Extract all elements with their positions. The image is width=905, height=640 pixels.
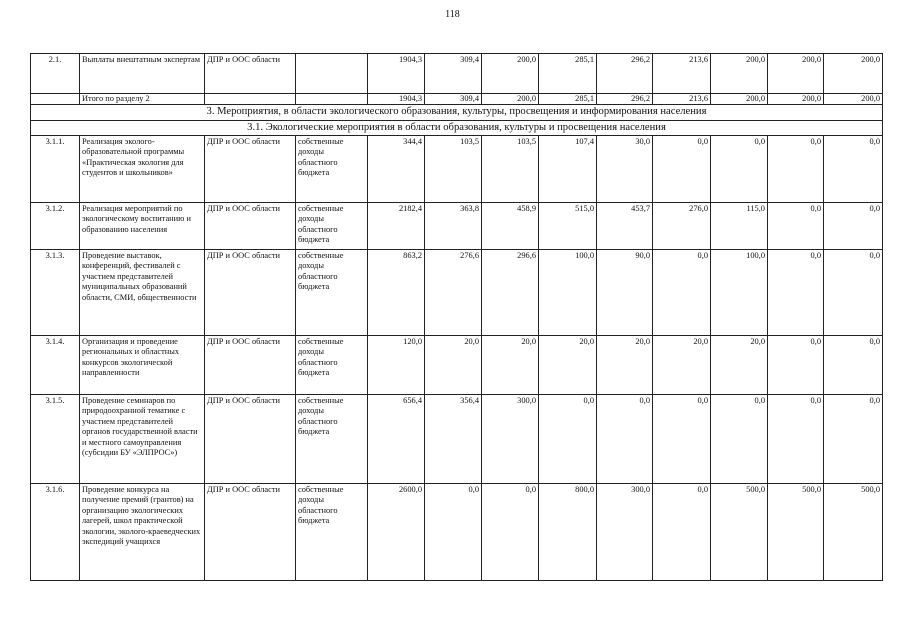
amount-cell: 656,4 xyxy=(368,395,425,484)
funding-source: собственные доходы областного бюджета xyxy=(296,484,368,581)
amount-cell: 200,0 xyxy=(824,94,883,105)
subsection-title: 3.1. Экологические мероприятия в области образования, культуры и просвещения населения xyxy=(31,121,883,136)
amount-cell: 453,7 xyxy=(597,203,653,250)
row-number: 3.1.2. xyxy=(31,203,80,250)
amount-cell: 103,5 xyxy=(425,136,482,203)
row-number: 3.1.6. xyxy=(31,484,80,581)
amount-cell: 0,0 xyxy=(653,484,711,581)
amount-cell: 300,0 xyxy=(482,395,539,484)
funding-source xyxy=(296,94,368,105)
amount-cell: 0,0 xyxy=(768,395,824,484)
amount-cell: 344,4 xyxy=(368,136,425,203)
amount-cell: 1904,3 xyxy=(368,94,425,105)
amount-cell: 0,0 xyxy=(653,395,711,484)
funding-source: собственные доходы областного бюджета xyxy=(296,203,368,250)
table-row xyxy=(31,136,883,203)
amount-cell: 0,0 xyxy=(824,395,883,484)
amount-cell: 0,0 xyxy=(711,395,768,484)
amount-cell: 296,2 xyxy=(597,94,653,105)
budget-table xyxy=(30,53,883,581)
executor: ДПР и ООС области xyxy=(205,136,296,203)
amount-cell: 1904,3 xyxy=(368,54,425,94)
amount-cell: 500,0 xyxy=(711,484,768,581)
funding-source xyxy=(296,54,368,94)
amount-cell: 0,0 xyxy=(597,395,653,484)
amount-cell: 296,2 xyxy=(597,54,653,94)
executor: ДПР и ООС области xyxy=(205,250,296,336)
subsection-row xyxy=(31,121,883,136)
amount-cell: 0,0 xyxy=(711,136,768,203)
amount-cell: 356,4 xyxy=(425,395,482,484)
amount-cell: 296,6 xyxy=(482,250,539,336)
amount-cell: 200,0 xyxy=(711,54,768,94)
amount-cell: 20,0 xyxy=(425,336,482,395)
amount-cell: 500,0 xyxy=(768,484,824,581)
amount-cell: 20,0 xyxy=(539,336,597,395)
amount-cell: 0,0 xyxy=(768,136,824,203)
executor: ДПР и ООС области xyxy=(205,484,296,581)
row-number xyxy=(31,94,80,105)
measure-name: Проведение семинаров по природоохранной тематике с участием представителей органов государственной власти и местного самоуправления (субсидии БУ «ЭЛПРОС») xyxy=(80,395,205,484)
amount-cell: 20,0 xyxy=(653,336,711,395)
row-number: 3.1.5. xyxy=(31,395,80,484)
amount-cell: 285,1 xyxy=(539,94,597,105)
amount-cell: 300,0 xyxy=(597,484,653,581)
row-number: 2.1. xyxy=(31,54,80,94)
amount-cell: 276,6 xyxy=(425,250,482,336)
measure-name: Выплаты внештатным экспертам xyxy=(80,54,205,94)
measure-name: Проведение выставок, конференций, фестивалей с участием представителей муниципальных образований области, СМИ, общественности xyxy=(80,250,205,336)
amount-cell: 458,9 xyxy=(482,203,539,250)
amount-cell: 100,0 xyxy=(711,250,768,336)
amount-cell: 120,0 xyxy=(368,336,425,395)
executor: ДПР и ООС области xyxy=(205,395,296,484)
amount-cell: 0,0 xyxy=(824,336,883,395)
amount-cell: 200,0 xyxy=(482,94,539,105)
measure-name: Реализация эколого-образовательной программы «Практическая экология для студентов и школьников» xyxy=(80,136,205,203)
section-title: 3. Мероприятия, в области экологического образования, культуры, просвещения и информирования населения xyxy=(31,105,883,121)
amount-cell: 309,4 xyxy=(425,94,482,105)
amount-cell: 0,0 xyxy=(539,395,597,484)
amount-cell: 309,4 xyxy=(425,54,482,94)
measure-name: Итого по разделу 2 xyxy=(80,94,205,105)
amount-cell: 200,0 xyxy=(768,94,824,105)
amount-cell: 0,0 xyxy=(425,484,482,581)
amount-cell: 500,0 xyxy=(824,484,883,581)
executor: ДПР и ООС области xyxy=(205,203,296,250)
amount-cell: 107,4 xyxy=(539,136,597,203)
executor: ДПР и ООС области xyxy=(205,54,296,94)
table-row xyxy=(31,54,883,94)
section-row xyxy=(31,105,883,121)
amount-cell: 0,0 xyxy=(768,250,824,336)
table-row xyxy=(31,250,883,336)
table-row xyxy=(31,395,883,484)
measure-name: Реализация мероприятий по экологическому воспитанию и образованию населения xyxy=(80,203,205,250)
amount-cell: 800,0 xyxy=(539,484,597,581)
amount-cell: 285,1 xyxy=(539,54,597,94)
amount-cell: 863,2 xyxy=(368,250,425,336)
amount-cell: 103,5 xyxy=(482,136,539,203)
page-number: 118 xyxy=(445,9,460,20)
amount-cell: 20,0 xyxy=(711,336,768,395)
funding-source: собственные доходы областного бюджета xyxy=(296,136,368,203)
amount-cell: 90,0 xyxy=(597,250,653,336)
funding-source: собственные доходы областного бюджета xyxy=(296,336,368,395)
table-row xyxy=(31,336,883,395)
funding-source: собственные доходы областного бюджета xyxy=(296,250,368,336)
amount-cell: 0,0 xyxy=(824,136,883,203)
amount-cell: 0,0 xyxy=(768,203,824,250)
row-number: 3.1.4. xyxy=(31,336,80,395)
executor xyxy=(205,94,296,105)
amount-cell: 0,0 xyxy=(768,336,824,395)
amount-cell: 0,0 xyxy=(824,203,883,250)
amount-cell: 200,0 xyxy=(768,54,824,94)
table-row xyxy=(31,203,883,250)
amount-cell: 0,0 xyxy=(482,484,539,581)
measure-name: Проведение конкурса на получение премий (грантов) на организацию экологических лагерей, школ практической экологии, эколого-краеведческих экспедиций учащихся xyxy=(80,484,205,581)
amount-cell: 2600,0 xyxy=(368,484,425,581)
amount-cell: 30,0 xyxy=(597,136,653,203)
amount-cell: 200,0 xyxy=(824,54,883,94)
amount-cell: 100,0 xyxy=(539,250,597,336)
amount-cell: 363,8 xyxy=(425,203,482,250)
amount-cell: 0,0 xyxy=(653,250,711,336)
row-number: 3.1.1. xyxy=(31,136,80,203)
amount-cell: 0,0 xyxy=(653,136,711,203)
table-row xyxy=(31,484,883,581)
funding-source: собственные доходы областного бюджета xyxy=(296,395,368,484)
amount-cell: 200,0 xyxy=(711,94,768,105)
amount-cell: 213,6 xyxy=(653,54,711,94)
amount-cell: 515,0 xyxy=(539,203,597,250)
amount-cell: 20,0 xyxy=(597,336,653,395)
amount-cell: 200,0 xyxy=(482,54,539,94)
total-row xyxy=(31,94,883,105)
amount-cell: 276,0 xyxy=(653,203,711,250)
measure-name: Организация и проведение региональных и областных конкурсов экологической направленности xyxy=(80,336,205,395)
amount-cell: 0,0 xyxy=(824,250,883,336)
row-number: 3.1.3. xyxy=(31,250,80,336)
executor: ДПР и ООС области xyxy=(205,336,296,395)
amount-cell: 20,0 xyxy=(482,336,539,395)
amount-cell: 213,6 xyxy=(653,94,711,105)
amount-cell: 115,0 xyxy=(711,203,768,250)
amount-cell: 2182,4 xyxy=(368,203,425,250)
